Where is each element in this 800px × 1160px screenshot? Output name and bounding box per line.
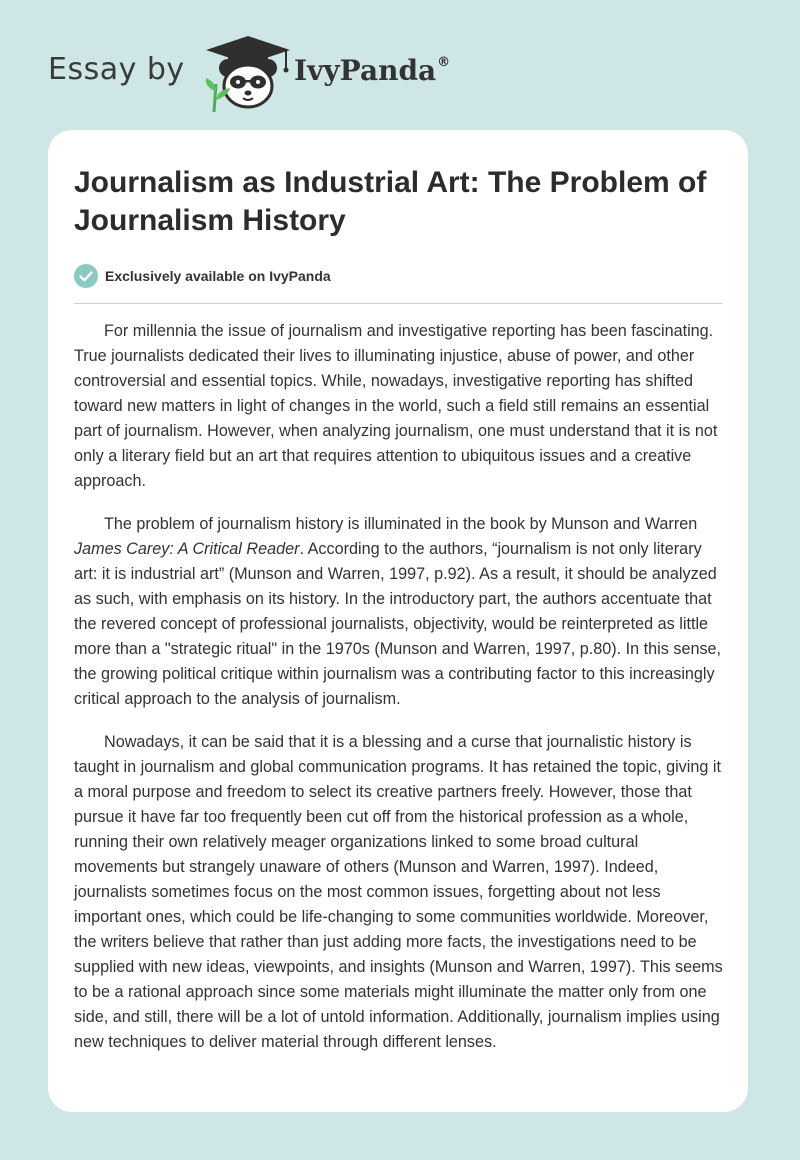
book-title: James Carey: A Critical Reader	[74, 540, 300, 558]
paragraph-text: . According to the authors, “journalism is not only literary art: it is industrial art” (Munson and Warren, 1997, p.92). As a result, it should be analyzed as such, with emphasis on its history. In the introductory part, the authors accentuate that the revered concept of professional journalists, objectivity, would be reinterpreted as little more than a "strategic ritual" in the 1970s (Munson and Warren, 1997, p.80). In this sense, the growing political critique within journalism was a contributing factor to this increasingly critical approach to the analysis of journalism.	[74, 540, 722, 708]
title-divider	[74, 303, 723, 304]
essay-card	[48, 130, 748, 1112]
essay-paragraph: Nowadays, it can be said that it is a blessing and a curse that journalistic history is taught in journalism and global communication programs. It has retained the topic, giving it a moral purpose and freedom to select its creative partners freely. However, those that pursue it have far too frequently been cut off from the historical profession as a whole, running their own relatively meager organizations linked to some broad cultural movements but strangely unaware of others (Munson and Warren, 1997). Indeed, journalists sometimes focus on the most common issues, forgetting about not less important ones, which could be life-changing to some communities worldwide. Moreover, the writers believe that rather than just adding more facts, the investigations need to be supplied with new ideas, viewpoints, and insights (Munson and Warren, 1997). This seems to be a rational approach since some materials might illuminate the matter only from one side, and still, there will be a lot of untold information. Additionally, journalism implies using new techniques to deliver material through different lenses.	[74, 733, 723, 1051]
paragraph-text: The problem of journalism history is illuminated in the book by Munson and Warren	[104, 515, 698, 533]
brand-prefix: Essay by	[48, 52, 185, 87]
brand-name-text: IvyPanda	[294, 54, 437, 87]
essay-body	[74, 319, 726, 1073]
brand-name[interactable]	[294, 54, 450, 87]
exclusive-badge	[74, 264, 331, 288]
exclusive-badge-text: Exclusively available on IvyPanda	[105, 268, 331, 284]
essay-title: Journalism as Industrial Art: The Problem of Journalism History	[74, 166, 707, 237]
check-circle-icon	[74, 264, 98, 288]
essay-paragraph	[74, 512, 726, 712]
panda-graduate-logo-icon[interactable]	[200, 34, 296, 114]
essay-paragraph: For millennia the issue of journalism and investigative reporting has been fascinating. True journalists dedicated their lives to illuminating injustice, abuse of power, and other controversial and essential topics. While, nowadays, investigative reporting has shifted toward new matters in light of changes in the world, such a field still remains an essential part of journalism. However, when analyzing journalism, one must understand that it is not only a literary field but an art that requires attention to ubiquitous issues and a creative approach.	[74, 322, 718, 490]
site-header	[0, 0, 800, 120]
registered-mark: ®	[437, 55, 451, 70]
